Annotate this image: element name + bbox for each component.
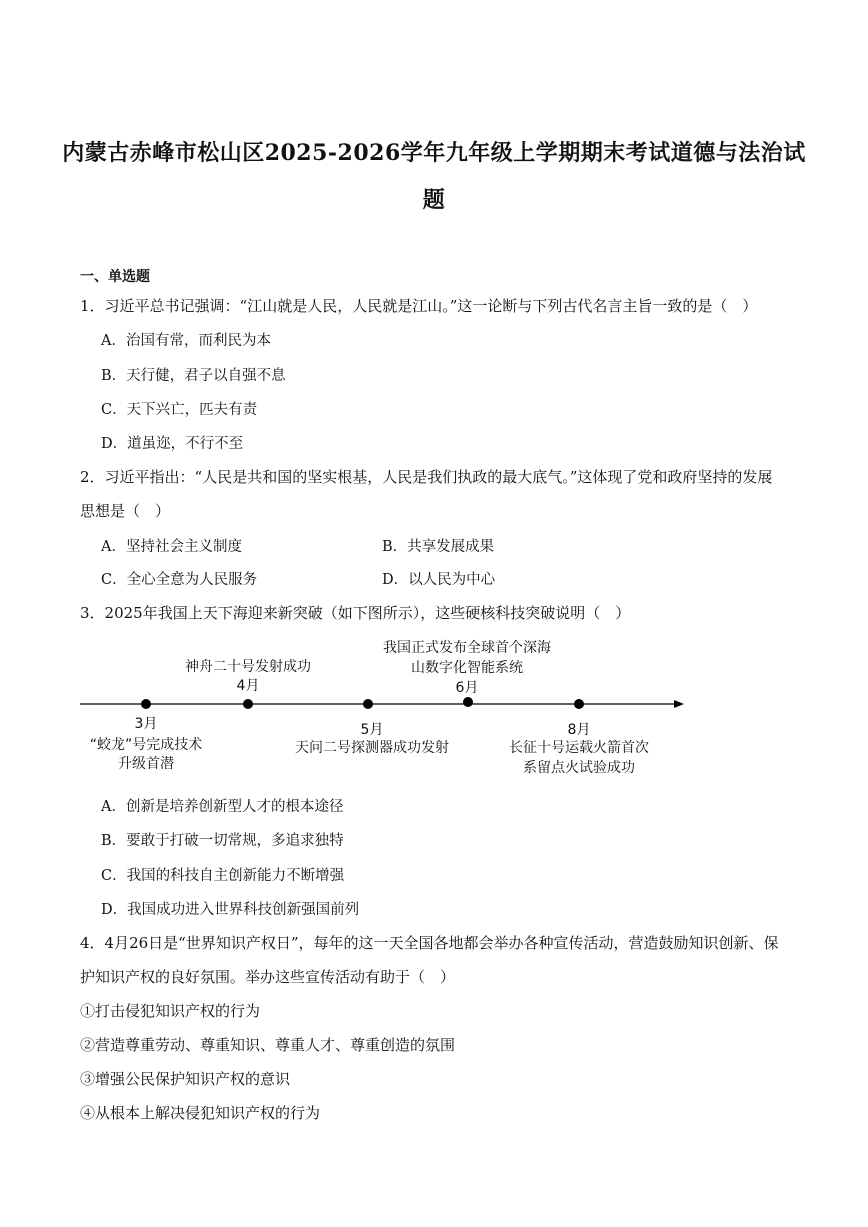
question-3-option-d: D．我国成功进入世界科技创新强国前列 [101, 902, 360, 918]
timeline-dot-march [141, 699, 151, 709]
timeline-dot-april [243, 699, 253, 709]
question-4-item-1: ①打击侵犯知识产权的行为 [80, 1002, 261, 1020]
timeline-desc-august-line1: 长征十号运载火箭首次 [509, 740, 649, 756]
question-2-stem-line1: 2．习近平指出：“人民是共和国的坚实根基，人民是我们执政的最大底气。”这体现了党和政府坚持的发展 [80, 468, 773, 486]
timeline-dot-august [574, 699, 584, 709]
timeline-arrow [674, 700, 684, 708]
question-3-option-b: B．要敢于打破一切常规，多追求独特 [101, 833, 344, 849]
timeline-desc-march-line1: “蛟龙”号完成技术 [89, 737, 203, 753]
question-4-item-4: ④从根本上解决侵犯知识产权的行为 [80, 1104, 321, 1122]
timeline-desc-august-line2: 系留点火试验成功 [523, 760, 635, 776]
question-2-option-b: B．共享发展成果 [382, 539, 495, 555]
question-2-option-a: A．坚持社会主义制度 [101, 539, 242, 555]
timeline-month-may: 5月 [360, 722, 384, 738]
question-2-stem-line2: 思想是（ ） [80, 502, 171, 520]
question-4-item-2: ②营造尊重劳动、尊重知识、尊重人才、尊重创造的氛围 [80, 1036, 456, 1054]
timeline-axis [80, 690, 690, 720]
timeline-month-march: 3月 [134, 716, 158, 732]
question-1-option-d: D．道虽迩，不行不至 [101, 436, 244, 452]
question-2-option-d: D．以人民为中心 [382, 572, 496, 588]
question-4-item-3: ③增强公民保护知识产权的意识 [80, 1070, 291, 1088]
timeline-desc-may: 天问二号探测器成功发射 [295, 740, 449, 756]
question-3-option-a: A．创新是培养创新型人才的根本途径 [101, 799, 344, 815]
exam-title-line1: 内蒙古赤峰市松山区2025-2026学年九年级上学期期末考试道德与法治试 [62, 140, 806, 166]
exam-title-line2: 题 [422, 187, 446, 213]
question-2-option-c: C．全心全意为人民服务 [101, 572, 258, 588]
timeline-desc-march-line2: 升级首潜 [118, 756, 174, 772]
timeline-month-august: 8月 [567, 722, 591, 738]
section-heading: 一、单选题 [80, 269, 150, 285]
timeline-month-june: 6月 [455, 680, 479, 696]
timeline-dot-june [463, 697, 473, 707]
timeline-desc-june-line1: 我国正式发布全球首个深海 [383, 640, 551, 656]
question-1-option-c: C．天下兴亡，匹夫有责 [101, 402, 258, 418]
question-4-stem-line2: 护知识产权的良好氛围。举办这些宣传活动有助于（ ） [80, 968, 456, 986]
question-1-stem: 1．习近平总书记强调：“江山就是人民，人民就是江山。”这一论断与下列古代名言主旨一致的是（ ） [80, 297, 758, 315]
question-1-option-b: B．天行健，君子以自强不息 [101, 368, 286, 384]
question-4-stem-line1: 4．4月26日是“世界知识产权日”，每年的这一天全国各地都会举办各种宣传活动，营造鼓励知识创新、保 [80, 934, 779, 952]
timeline-desc-april: 神舟二十号发射成功 [185, 659, 311, 675]
question-1-option-a: A．治国有常，而利民为本 [101, 333, 271, 349]
timeline-dot-may [363, 699, 373, 709]
timeline-desc-june-line2: 山数字化智能系统 [411, 660, 523, 676]
question-3-option-c: C．我国的科技自主创新能力不断增强 [101, 868, 345, 884]
question-3-stem: 3．2025年我国上天下海迎来新突破（如下图所示），这些硬核科技突破说明（ ） [80, 604, 631, 622]
timeline-month-april: 4月 [236, 678, 260, 694]
